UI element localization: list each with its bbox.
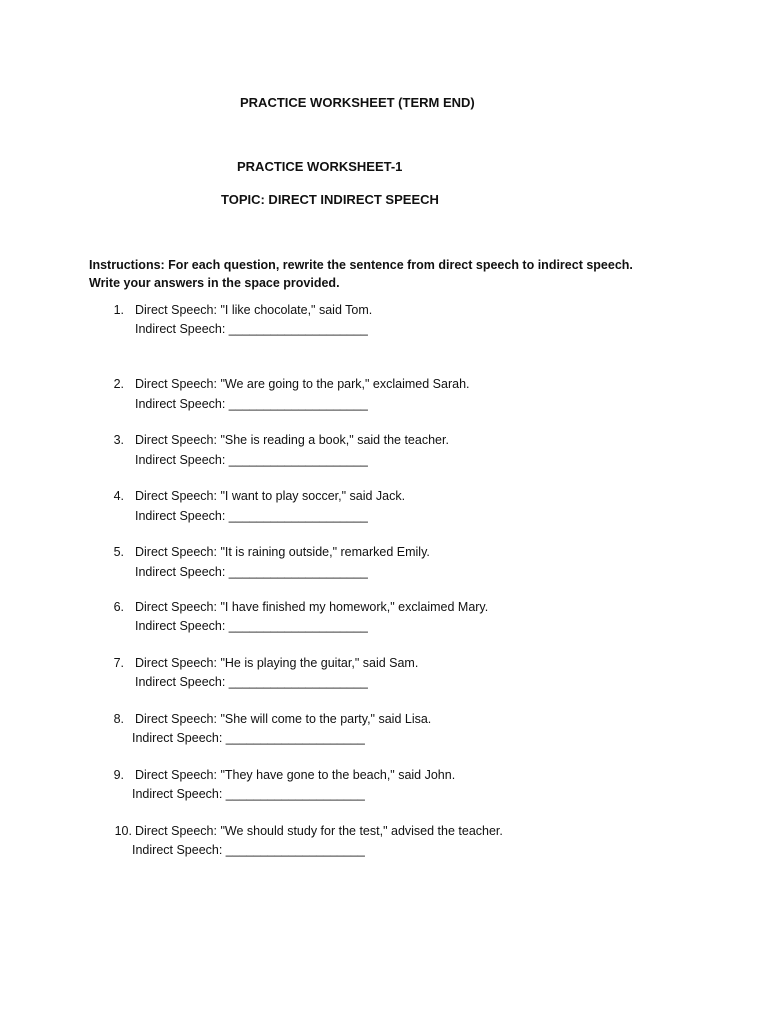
sub-title: PRACTICE WORKSHEET-1 xyxy=(237,159,403,174)
question-6-direct: Direct Speech: "I have finished my homework," exclaimed Mary. xyxy=(135,600,489,614)
question-4-number: 4. xyxy=(113,489,124,503)
question-2-direct: Direct Speech: "We are going to the park," exclaimed Sarah. xyxy=(135,377,470,391)
instructions xyxy=(89,256,633,292)
question-5-direct: Direct Speech: "It is raining outside," remarked Emily. xyxy=(135,545,430,559)
question-7-number: 7. xyxy=(113,656,124,670)
question-10-direct: Direct Speech: "We should study for the test," advised the teacher. xyxy=(135,824,503,838)
question-3-number: 3. xyxy=(113,433,124,447)
instructions-line-2: Write your answers in the space provided. xyxy=(89,276,340,290)
instructions-line-1: Instructions: For each question, rewrite the sentence from direct speech to indirect speech. xyxy=(89,258,633,272)
question-10-number: 10. xyxy=(114,824,132,838)
question-8-indirect: Indirect Speech: ____________________ xyxy=(132,731,365,745)
question-9-direct: Direct Speech: "They have gone to the beach," said John. xyxy=(135,768,456,782)
question-8-direct: Direct Speech: "She will come to the party," said Lisa. xyxy=(135,712,432,726)
question-8-number: 8. xyxy=(113,712,124,726)
question-3-indirect: Indirect Speech: ____________________ xyxy=(135,453,368,467)
question-10-indirect: Indirect Speech: ____________________ xyxy=(132,843,365,857)
question-7-indirect: Indirect Speech: ____________________ xyxy=(135,675,368,689)
question-4-indirect: Indirect Speech: ____________________ xyxy=(135,509,368,523)
question-5-number: 5. xyxy=(113,545,124,559)
question-2-number: 2. xyxy=(113,377,124,391)
question-2-indirect: Indirect Speech: ____________________ xyxy=(135,397,368,411)
question-6-indirect: Indirect Speech: ____________________ xyxy=(135,619,368,633)
question-7-direct: Direct Speech: "He is playing the guitar," said Sam. xyxy=(135,656,419,670)
question-9-number: 9. xyxy=(113,768,124,782)
question-6-number: 6. xyxy=(113,600,124,614)
question-4-direct: Direct Speech: "I want to play soccer," said Jack. xyxy=(135,489,406,503)
question-9-indirect: Indirect Speech: ____________________ xyxy=(132,787,365,801)
question-5-indirect: Indirect Speech: ____________________ xyxy=(135,565,368,579)
question-3-direct: Direct Speech: "She is reading a book," said the teacher. xyxy=(135,433,449,447)
question-1-number: 1. xyxy=(113,303,124,317)
question-1-direct: Direct Speech: "I like chocolate," said Tom. xyxy=(135,303,373,317)
topic-title: TOPIC: DIRECT INDIRECT SPEECH xyxy=(221,192,439,207)
main-title: PRACTICE WORKSHEET (TERM END) xyxy=(240,95,475,110)
question-1-indirect: Indirect Speech: ____________________ xyxy=(135,322,368,336)
